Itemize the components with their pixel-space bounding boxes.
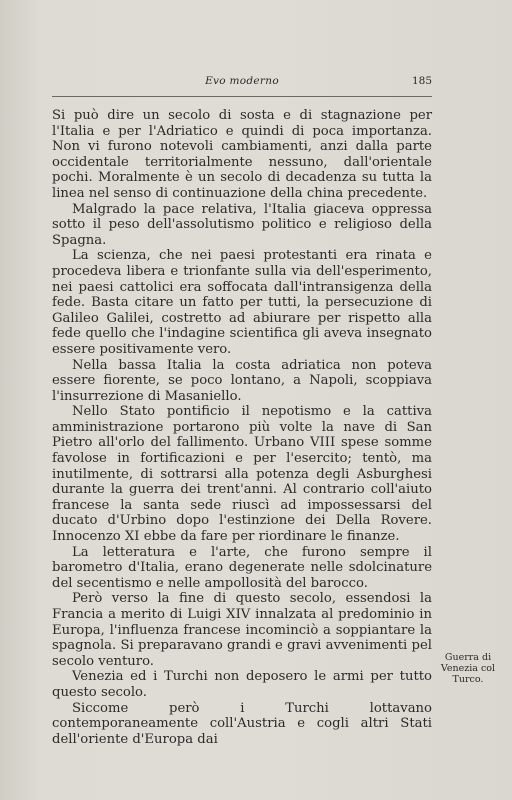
paragraph: Però verso la fine di questo secolo, essendosi la Francia a merito di Luigi XIV innalzata al predominio in Europa, l'influenza francese incominciò a soppiantare la spagnola. Si preparavano grandi e gravi avvenimenti pel secolo venturo. (52, 591, 432, 669)
paragraph: Siccome però i Turchi lottavano contemporaneamente coll'Austria e cogli altri Stati dell'oriente d'Europa dai (52, 700, 432, 747)
running-header (52, 75, 432, 91)
paragraph: La letteratura e l'arte, che furono sempre il barometro d'Italia, erano degenerate nelle sdolcinature del secentismo e nelle ampollosità del barocco. (52, 544, 432, 591)
page-number: 185 (411, 75, 432, 87)
margin-note: Guerra di Venezia col Turco. (440, 652, 496, 685)
header-rule (52, 96, 432, 97)
body-text (52, 108, 432, 747)
running-title: Evo moderno (205, 75, 279, 87)
paragraph: Venezia ed i Turchi non deposero le armi per tutto questo secolo. (52, 669, 432, 700)
paragraph: La scienza, che nei paesi protestanti era rinata e procedeva libera e trionfante sulla via dell'esperimento, nei paesi cattolici era soffocata dall'intransigenza della fede. Basta citare un fatto per tutti, la persecuzione di Galileo Galilei, costretto ad abiurare per rispetto alla fede quello che l'indagine scientifica gli aveva insegnato essere positivamente vero. (52, 248, 432, 357)
paragraph: Malgrado la pace relativa, l'Italia giaceva oppressa sotto il peso dell'assolutismo politico e religioso della Spagna. (52, 201, 432, 248)
paragraph: Nella bassa Italia la costa adriatica non poteva essere fiorente, se poco lontano, a Napoli, scoppiava l'insurrezione di Masaniello. (52, 357, 432, 404)
paragraph: Nello Stato pontificio il nepotismo e la cattiva amministrazione portarono più volte la nave di San Pietro all'orlo del fallimento. Urbano VIII spese somme favolose in fortificazioni e per l'esercito; tentò, ma inutilmente, di sottrarsi alla potenza degli Asburghesi durante la guerra dei trent'anni. Al contrario coll'aiuto francese la santa sede riuscì ad impossessarsi del ducato d'Urbino dopo l'estinzione dei Della Rovere. Innocenzo XI ebbe da fare per riordinare le finanze. (52, 404, 432, 545)
paragraph: Si può dire un secolo di sosta e di stagnazione per l'Italia e per l'Adriatico e quindi di poca importanza. Non vi furono notevoli cambiamenti, anzi dalla parte occidentale territorialmente nessuno, dall'orientale pochi. Moralmente è un secolo di decadenza su tutta la linea nel senso di continuazione della china precedente. (52, 108, 432, 201)
